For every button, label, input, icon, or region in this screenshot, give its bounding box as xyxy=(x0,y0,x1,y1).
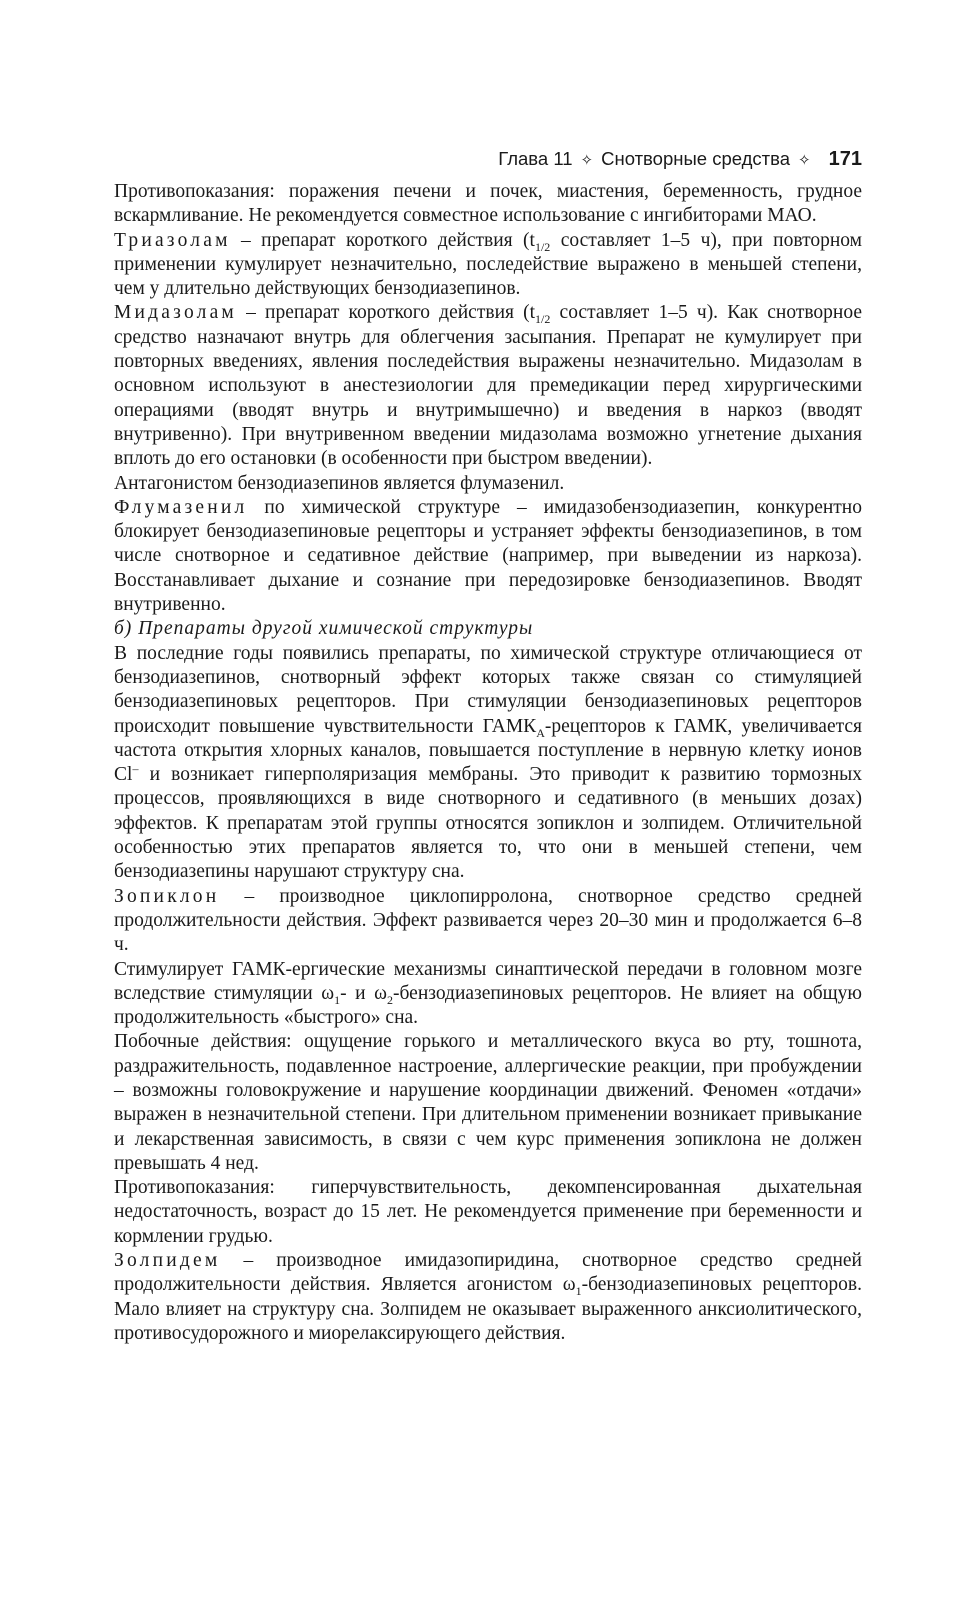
paragraph-text: -бензодиазепиновых рецепторов. Не влияет на общую продолжительность «быстрого» сна. xyxy=(114,982,862,1029)
paragraph-text: – производное имидазопиридина, снотворное средство средней продолжительности действия. Является агонистом ω xyxy=(114,1250,862,1296)
paragraph-text: составляет 1–5 ч), при повторном применении кумулирует незначительно, последействие выражено в меньшей степени, чем у длительно действующих бензодиазепинов. xyxy=(114,229,862,300)
paragraph-zolpidem xyxy=(114,1249,862,1346)
paragraph-other-structure xyxy=(114,642,862,885)
subscript: А xyxy=(536,725,545,740)
paragraph-contraindications-1: Противопоказания: поражения печени и почек, миастения, беременность, грудное вскармливание. Не рекомендуется совместное использование с ингибиторами МАО. xyxy=(114,181,862,227)
subscript: 1/2 xyxy=(534,239,551,254)
paragraph-zopiclone xyxy=(114,885,862,958)
subscript: 2 xyxy=(387,992,394,1007)
paragraph-antagonist: Антагонистом бензодиазепинов является флумазенил. xyxy=(114,472,565,494)
subsection-heading: б) Препараты другой химической структуры xyxy=(114,618,534,640)
subscript: 1 xyxy=(334,992,341,1007)
paragraph-text: – производное циклопирролона, снотворное средство средней продолжительности действия. Эффект развивается через 20–30 мин и продолжается 6–8 ч. xyxy=(114,885,862,956)
paragraph-text: – препарат короткого действия (t xyxy=(230,229,535,251)
drug-term-zolpidem: Золпидем xyxy=(114,1250,221,1272)
drug-term-zopiclone: Зопиклон xyxy=(114,885,220,907)
diamond-separator-icon: ✧ xyxy=(798,152,811,169)
section-title: Снотворные средства xyxy=(601,148,791,169)
subscript: 1/2 xyxy=(535,312,551,327)
paragraph-text: – препарат короткого действия (t xyxy=(236,302,536,324)
paragraph-side-effects: Побочные действия: ощущение горького и металлического вкуса во рту, тошнота, раздражительность, подавленное настроение, аллергические реакции, при пробуждении – возможны головокружение и нарушение координации движений. Феномен «отдачи» выражен в незначительной степени. При длительном применении возникает привыкание и лекарственная зависимость, в связи с чем курс применения зопиклона не должен превышать 4 нед. xyxy=(114,1031,862,1174)
paragraph-text: и возникает гиперполяризация мембраны. Это приводит к развитию тормозных процессов, проявляющихся в виде снотворного и седативного (в меньших дозах) эффектов. К препаратам этой группы относятся зопиклон и золпидем. Отличительной особенностью этих препаратов является то, что они в меньшей степени, чем бензодиазепины нарушают структуру сна. xyxy=(114,764,862,883)
paragraph-contraindications-2: Противопоказания: гиперчувствительность, декомпенсированная дыхательная недостаточность, возраст до 15 лет. Не рекомендуется применение при беременности и кормлении грудью. xyxy=(114,1177,862,1247)
paragraph-text: В последние годы появились препараты, по химической структуре отличающиеся от бензодиазепинов, снотворный эффект которых также связан со стимуляцией бензодиазепиновых рецепторов. При стимуляции бензодиазепиновых рецепторов происходит повышение чувствительности ГАМК xyxy=(114,642,862,737)
paragraph-text: -бензодиазепиновых рецепторов. Мало влияет на структуру сна. Золпидем не оказывает выраженного анксиолитического, противосудорожного и миорелаксирующего действия. xyxy=(114,1274,862,1344)
paragraph-text: - и ω xyxy=(340,982,388,1004)
subscript: 1 xyxy=(575,1284,582,1299)
paragraph-text: Стимулирует ГАМК-ергические механизмы синаптической передачи в головном мозге вследствие стимуляции ω xyxy=(114,958,862,1004)
paragraph-text: составляет 1–5 ч). Как снотворное средство назначают внутрь для облегчения засыпания. Препарат не кумулирует при повторных введениях, явления последействия выражены незначительно. Мидазолам в основном используют в анестезиологии для премедикации перед хирургическими операциями (вводят внутрь и внутримышечно) и введения в наркоз (вводят внутривенно). При внутривенном введении мидазолама возможно угнетение дыхания вплоть до его остановки (в особенности при быстром введении). xyxy=(114,302,862,470)
drug-term-triazolam: Триазолам xyxy=(114,229,231,251)
diamond-separator-icon: ✧ xyxy=(580,152,594,169)
superscript: – xyxy=(132,761,139,776)
drug-term-flumazenil: Флумазенил xyxy=(114,496,248,518)
running-head xyxy=(114,142,862,176)
paragraph-flumazenil xyxy=(114,496,862,617)
paragraph-text: -рецепторов к ГАМК, увеличивается частота открытия хлорных каналов, повышается поступление в нервную клетку ионов Cl xyxy=(114,715,862,786)
book-page xyxy=(114,142,862,1346)
paragraph-midazolam xyxy=(114,301,862,471)
chapter-label: Глава 11 xyxy=(498,148,573,169)
paragraph-text: по химической структуре – имидазобензодиазепин, конкурентно блокирует бензодиазепиновые рецепторы и устраняет эффекты бензодиазепинов, в том числе снотворное и седативное действие (например, при выведении из наркоза). Восстанавливает дыхание и сознание при передозировке бензодиазепинов. Вводят внутривенно. xyxy=(114,496,862,616)
paragraph-gaba-mechanism xyxy=(114,958,862,1031)
drug-term-midazolam: Мидазолам xyxy=(114,302,237,324)
page-number: 171 xyxy=(828,148,862,170)
paragraph-triazolam xyxy=(114,229,862,302)
